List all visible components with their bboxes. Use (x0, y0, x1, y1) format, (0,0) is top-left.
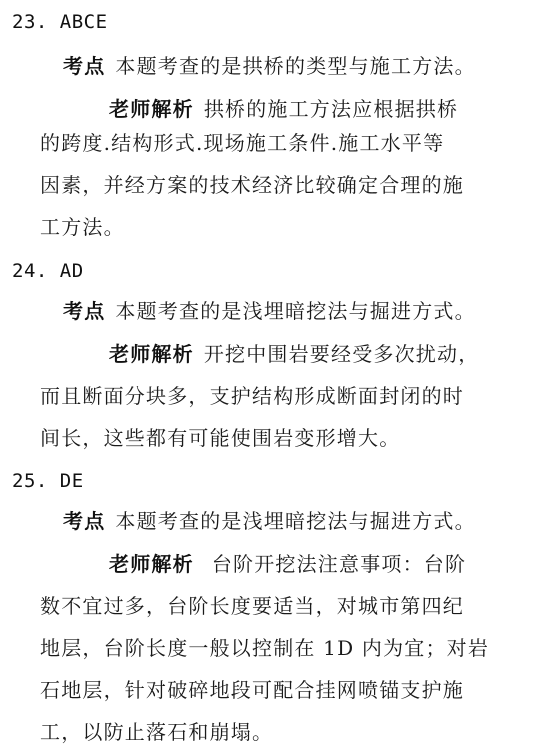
jiexi-text: 的跨度.结构形式.现场施工条件.施工水平等 (40, 131, 445, 155)
jiexi-text: 地层，台阶长度一般以控制在 1D 内为宜；对岩 (40, 636, 490, 660)
jiexi-label: 老师解析 (109, 552, 194, 576)
jiexi-text: 数不宜过多，台阶长度要适当，对城市第四纪 (40, 594, 464, 618)
jiexi-line (109, 340, 479, 368)
kaodian-line (63, 297, 476, 325)
jiexi-text: 石地层，针对破碎地段可配合挂网喷锚支护施 (40, 678, 464, 702)
jiexi-line (109, 550, 466, 578)
jiexi-text: 开挖中围岩要经受多次扰动， (203, 342, 480, 366)
jiexi-text: 间长，这些都有可能使围岩变形增大。 (40, 426, 401, 450)
jiexi-text: 因素，并经方案的技术经济比较确定合理的施 (40, 173, 464, 197)
question-number: 23. ABCE (12, 11, 108, 33)
kaodian-line (63, 507, 476, 535)
jiexi-text: 而且断面分块多，支护结构形成断面封闭的时 (40, 384, 464, 408)
kaodian-label: 考点 (63, 299, 106, 323)
kaodian-text: 本题考查的是浅埋暗挖法与掘进方式。 (115, 299, 476, 323)
jiexi-text: 台阶开挖法注意事项：台阶 (211, 552, 467, 576)
jiexi-text: 工，以防止落石和崩塌。 (40, 720, 274, 744)
question-number: 25. DE (12, 470, 84, 492)
jiexi-text: 拱桥的施工方法应根据拱桥 (203, 97, 459, 121)
question-number: 24. AD (12, 260, 84, 282)
kaodian-label: 考点 (63, 54, 106, 78)
kaodian-line (63, 52, 476, 80)
kaodian-label: 考点 (63, 509, 106, 533)
jiexi-label: 老师解析 (109, 342, 194, 366)
kaodian-text: 本题考查的是浅埋暗挖法与掘进方式。 (115, 509, 476, 533)
kaodian-text: 本题考查的是拱桥的类型与施工方法。 (115, 54, 476, 78)
jiexi-label: 老师解析 (109, 97, 194, 121)
jiexi-line (109, 95, 458, 123)
jiexi-text: 工方法。 (40, 215, 125, 239)
